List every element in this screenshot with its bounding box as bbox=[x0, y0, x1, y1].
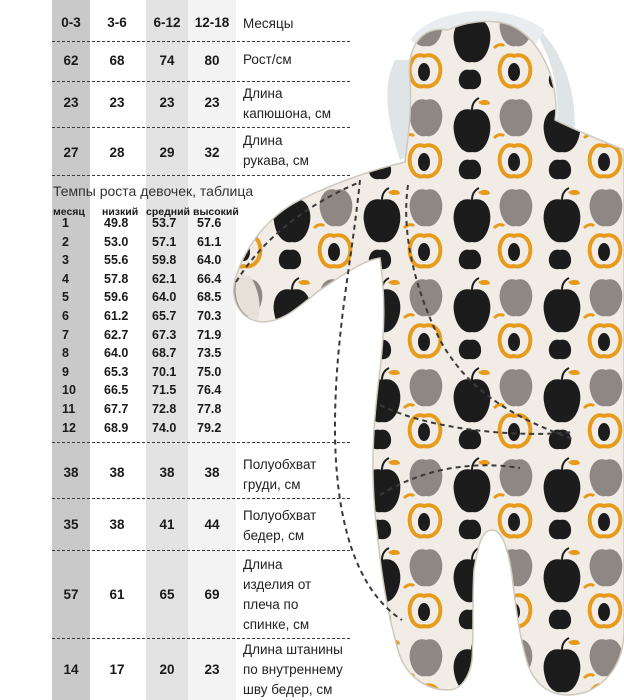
growth-header-month: месяц bbox=[53, 206, 85, 218]
growth-cell: 72.8 bbox=[152, 402, 177, 416]
growth-header-mid: средний bbox=[146, 206, 191, 218]
inseam-cell: 17 bbox=[109, 662, 125, 677]
back-length-cell: 57 bbox=[63, 587, 79, 602]
growth-cell: 7 bbox=[62, 327, 69, 342]
hips-cell: 44 bbox=[204, 517, 220, 532]
chest-label: Полуобхват груди, см bbox=[243, 457, 317, 492]
growth-cell: 68.9 bbox=[104, 420, 129, 435]
growth-cell: 62.7 bbox=[104, 327, 129, 342]
row-separator bbox=[52, 442, 350, 443]
growth-cell: 64.0 bbox=[152, 290, 177, 305]
growth-cell: 59.6 bbox=[104, 290, 129, 305]
hips-cell: 38 bbox=[109, 517, 125, 532]
growth-cell: 65.7 bbox=[152, 309, 177, 323]
sleeve-length-cell: 27 bbox=[63, 145, 79, 160]
growth-cell: 5 bbox=[62, 290, 69, 305]
growth-cell: 57.8 bbox=[104, 271, 129, 286]
growth-cell: 61.2 bbox=[104, 309, 129, 323]
growth-header-high: высокий bbox=[193, 206, 239, 218]
growth-cell: 4 bbox=[62, 271, 69, 286]
inseam-cell: 14 bbox=[63, 662, 79, 677]
sleeve-length-cell: 28 bbox=[109, 145, 125, 160]
row-separator bbox=[52, 638, 350, 639]
row-separator bbox=[52, 175, 350, 176]
hood-length-cell: 23 bbox=[109, 95, 125, 110]
hood-length-cell: 23 bbox=[204, 95, 220, 110]
sleeve-length-label: Длина рукава, см bbox=[243, 133, 309, 168]
months-label: Месяцы bbox=[243, 16, 294, 31]
growth-cell: 67.7 bbox=[104, 402, 129, 416]
size-header-0-3: 0-3 bbox=[61, 15, 81, 30]
growth-cell: 55.6 bbox=[104, 253, 129, 268]
growth-header-low: низкий bbox=[102, 206, 139, 218]
chest-cell: 38 bbox=[204, 465, 220, 480]
growth-cell: 75.0 bbox=[197, 364, 222, 379]
row-separator bbox=[52, 41, 350, 42]
growth-cell: 64.0 bbox=[104, 346, 129, 361]
hips-cell: 35 bbox=[63, 517, 79, 532]
inseam-cell: 23 bbox=[204, 662, 220, 677]
height-label: Рост/см bbox=[243, 52, 292, 67]
growth-cell: 57.1 bbox=[152, 234, 177, 249]
row-separator bbox=[52, 550, 350, 551]
row-separator bbox=[52, 498, 350, 499]
growth-cell: 73.5 bbox=[197, 346, 222, 361]
growth-cell: 59.8 bbox=[152, 253, 177, 268]
hood-length-cell: 23 bbox=[63, 95, 79, 110]
hips-cell: 41 bbox=[159, 517, 175, 532]
growth-cell: 76.4 bbox=[197, 383, 222, 398]
back-length-cell: 65 bbox=[159, 587, 175, 602]
growth-cell: 1 bbox=[62, 216, 69, 230]
sleeve-length-cell: 29 bbox=[159, 145, 175, 160]
hood-length-label: Длина капюшона, см bbox=[243, 86, 331, 121]
chest-cell: 38 bbox=[63, 465, 79, 480]
height-cell: 80 bbox=[204, 53, 220, 68]
growth-cell: 2 bbox=[62, 234, 69, 249]
growth-cell: 74.0 bbox=[152, 420, 177, 435]
size-header-6-12: 6-12 bbox=[153, 15, 181, 30]
growth-cell: 71.5 bbox=[152, 383, 177, 398]
growth-cell: 68.5 bbox=[197, 290, 222, 305]
growth-cell: 61.1 bbox=[197, 234, 222, 249]
row-separator bbox=[52, 127, 350, 128]
growth-cell: 70.3 bbox=[197, 309, 222, 323]
chest-cell: 38 bbox=[159, 465, 175, 480]
growth-cell: 65.3 bbox=[104, 364, 129, 379]
growth-cell: 62.1 bbox=[152, 271, 177, 286]
back-length-cell: 69 bbox=[204, 587, 220, 602]
growth-cell: 70.1 bbox=[152, 364, 177, 379]
height-cell: 74 bbox=[159, 53, 175, 68]
growth-cell: 11 bbox=[62, 402, 76, 416]
growth-cell: 57.6 bbox=[197, 216, 222, 230]
growth-cell: 9 bbox=[62, 364, 69, 379]
growth-cell: 3 bbox=[62, 253, 69, 268]
growth-cell: 67.3 bbox=[152, 327, 177, 342]
height-cell: 68 bbox=[109, 53, 125, 68]
height-cell: 62 bbox=[63, 53, 79, 68]
growth-cell: 8 bbox=[62, 346, 69, 361]
size-header-12-18: 12-18 bbox=[194, 15, 230, 30]
inseam-label: Длина штанины по внутреннему шву бедер, см bbox=[243, 642, 343, 697]
growth-cell: 12 bbox=[62, 420, 76, 435]
chest-cell: 38 bbox=[109, 465, 125, 480]
growth-cell: 53.0 bbox=[104, 234, 129, 249]
growth-cell: 10 bbox=[62, 383, 76, 398]
growth-cell: 71.9 bbox=[197, 327, 222, 342]
size-header-3-6: 3-6 bbox=[107, 15, 127, 30]
hood-length-cell: 23 bbox=[159, 95, 175, 110]
growth-cell: 66.5 bbox=[104, 383, 129, 398]
growth-cell: 6 bbox=[62, 309, 69, 323]
inseam-cell: 20 bbox=[159, 662, 175, 677]
row-separator bbox=[52, 81, 350, 82]
sleeve-length-cell: 32 bbox=[204, 145, 220, 160]
growth-cell: 49.8 bbox=[104, 216, 129, 230]
growth-cell: 64.0 bbox=[197, 253, 222, 268]
back-length-cell: 61 bbox=[109, 587, 125, 602]
growth-table-title: Темпы роста девочек, таблица bbox=[53, 183, 254, 199]
growth-cell: 68.7 bbox=[152, 346, 177, 361]
growth-cell: 53.7 bbox=[152, 216, 177, 230]
back-length-label: Длина изделия от плеча по спинке, см bbox=[243, 557, 312, 632]
growth-cell: 66.4 bbox=[197, 271, 222, 286]
growth-cell: 77.8 bbox=[197, 402, 222, 416]
growth-cell: 79.2 bbox=[197, 420, 222, 435]
hips-label: Полуобхват бедер, см bbox=[243, 508, 317, 543]
